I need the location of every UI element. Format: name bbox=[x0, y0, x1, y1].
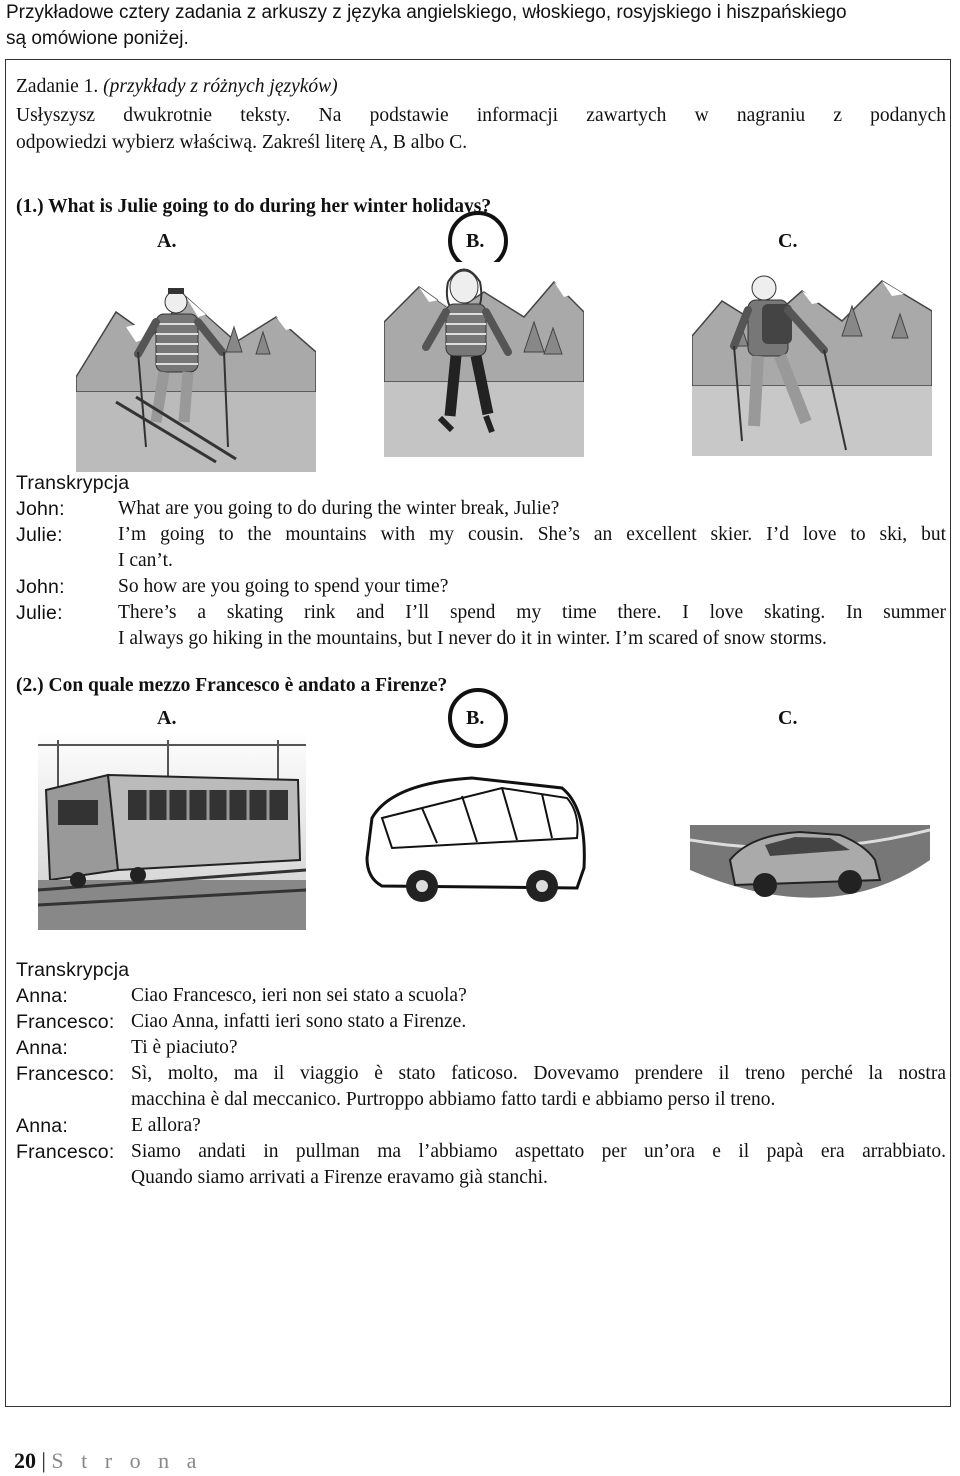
page-footer bbox=[14, 1446, 202, 1476]
bus-image[interactable] bbox=[352, 768, 590, 908]
task-heading bbox=[16, 74, 338, 100]
q2-option-c[interactable]: C. bbox=[778, 707, 798, 729]
task-instruction-1: Usłyszysz dwukrotnie teksty. Na podstawie informacji zawartych w nagraniu z podanych bbox=[16, 105, 946, 126]
car-image[interactable] bbox=[690, 790, 930, 930]
q2-speaker-4: Francesco: bbox=[16, 1063, 115, 1085]
hiking-woman-image[interactable] bbox=[692, 266, 932, 456]
q2-line-4: Sì, molto, ma il viaggio è stato faticoso. Dovevamo prendere il treno perché la nostra bbox=[131, 1063, 946, 1084]
task-instruction-2: odpowiedzi wybierz właściwą. Zakreśl literę A, B albo C. bbox=[16, 132, 468, 153]
q1-speaker-3: John: bbox=[16, 576, 65, 598]
q2-speaker-6: Francesco: bbox=[16, 1141, 115, 1163]
q2-line-6: Siamo andati in pullman ma l’abbiamo aspettato per un’ora e il papà era arrabbiato. bbox=[131, 1141, 946, 1162]
q1-speaker-1: John: bbox=[16, 498, 65, 520]
q2-question: (2.) Con quale mezzo Francesco è andato a Firenze? bbox=[16, 675, 448, 696]
q1-option-c[interactable]: C. bbox=[778, 230, 798, 252]
intro-text bbox=[6, 0, 946, 52]
train-image[interactable] bbox=[38, 730, 306, 930]
ice-skating-woman-image[interactable] bbox=[384, 262, 584, 457]
intro-line-2: są omówione poniżej. bbox=[6, 28, 189, 49]
q1-line-4: There’s a skating rink and I’ll spend my time there. I love skating. In summer bbox=[118, 602, 946, 623]
q2-answer-circle bbox=[448, 688, 508, 748]
q1-line-1: What are you going to do during the winter break, Julie? bbox=[118, 498, 560, 519]
q2-transcript-title: Transkrypcja bbox=[16, 959, 130, 981]
q2-line-3: Ti è piaciuto? bbox=[131, 1037, 238, 1058]
q2-line-5: E allora? bbox=[131, 1115, 201, 1136]
task-heading-note: (przykłady z różnych języków) bbox=[103, 76, 338, 97]
q1-line-2-cont: I can’t. bbox=[118, 550, 173, 571]
footer-separator: | bbox=[41, 1448, 46, 1473]
intro-line-1: Przykładowe cztery zadania z arkuszy z języka angielskiego, włoskiego, rosyjskiego i hiszpańskiego bbox=[6, 2, 847, 23]
q1-option-a[interactable]: A. bbox=[157, 230, 177, 252]
q2-speaker-5: Anna: bbox=[16, 1115, 68, 1137]
q2-line-1: Ciao Francesco, ieri non sei stato a scuola? bbox=[131, 985, 467, 1006]
q1-line-4-cont: I always go hiking in the mountains, but I never do it in winter. I’m scared of snow storms. bbox=[118, 628, 827, 649]
q2-line-2: Ciao Anna, infatti ieri sono stato a Firenze. bbox=[131, 1011, 467, 1032]
q1-line-3: So how are you going to spend your time? bbox=[118, 576, 449, 597]
q2-option-b[interactable]: B. bbox=[466, 707, 485, 729]
q2-option-a[interactable]: A. bbox=[157, 707, 177, 729]
skiing-woman-image[interactable] bbox=[76, 282, 316, 472]
q2-speaker-3: Anna: bbox=[16, 1037, 68, 1059]
q1-question: (1.) What is Julie going to do during her winter holidays? bbox=[16, 196, 492, 217]
q1-transcript-title: Transkrypcja bbox=[16, 472, 130, 494]
q1-line-2: I’m going to the mountains with my cousin. She’s an excellent skier. I’d love to ski, but bbox=[118, 524, 946, 545]
page-number: 20 bbox=[14, 1448, 36, 1473]
footer-label: S t r o n a bbox=[51, 1448, 203, 1473]
q2-line-6-cont: Quando siamo arrivati a Firenze eravamo già stanchi. bbox=[131, 1167, 548, 1188]
q1-speaker-2: Julie: bbox=[16, 524, 63, 546]
q1-option-b[interactable]: B. bbox=[466, 230, 485, 252]
q2-speaker-2: Francesco: bbox=[16, 1011, 115, 1033]
task-number: Zadanie 1. bbox=[16, 76, 99, 97]
q2-speaker-1: Anna: bbox=[16, 985, 68, 1007]
q1-speaker-4: Julie: bbox=[16, 602, 63, 624]
q2-line-4-cont: macchina è dal meccanico. Purtroppo abbiamo fatto tardi e abbiamo perso il treno. bbox=[131, 1089, 776, 1110]
